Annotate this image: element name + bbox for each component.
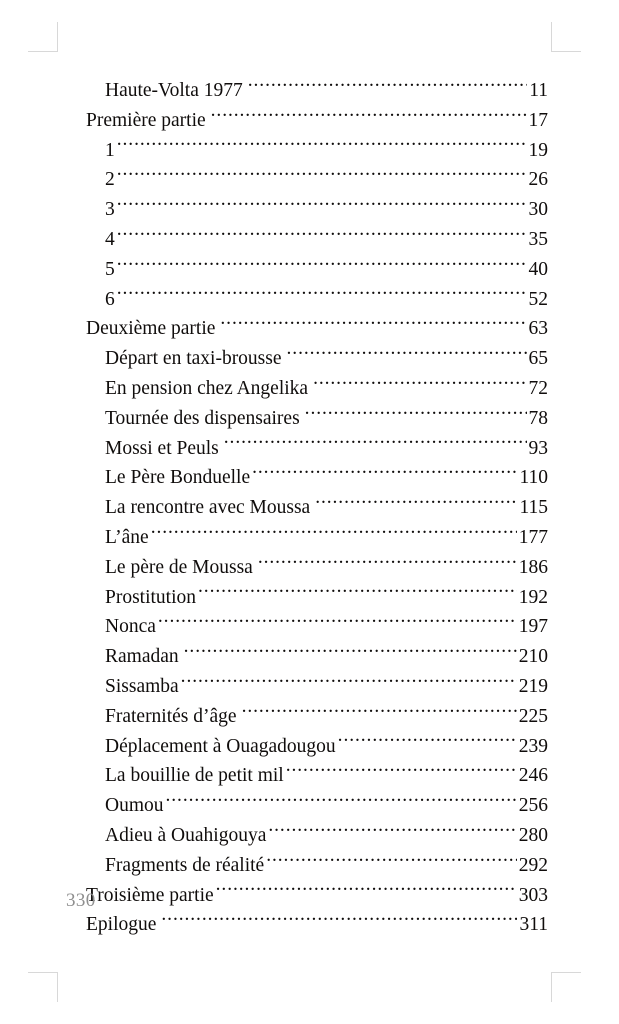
toc-entry-page-number: 78	[528, 407, 548, 429]
toc-entry[interactable]	[86, 553, 548, 583]
toc-entry-title: 6	[105, 288, 115, 310]
toc-entry[interactable]	[86, 642, 548, 672]
toc-entry[interactable]	[86, 314, 548, 344]
toc-entry[interactable]	[86, 165, 548, 195]
toc-entry[interactable]	[86, 255, 548, 285]
toc-entry[interactable]	[86, 583, 548, 613]
toc-dot-leader	[287, 345, 527, 365]
toc-entry[interactable]	[86, 851, 548, 881]
toc-entry-page-number: 210	[518, 646, 548, 668]
toc-entry[interactable]	[86, 523, 548, 553]
toc-entry-page-number: 93	[528, 437, 548, 459]
toc-entry-page-number: 26	[528, 169, 548, 191]
toc-entry-title: Fraternités d’âge	[105, 705, 237, 727]
toc-entry-page-number: 19	[528, 139, 548, 161]
toc-dot-leader	[216, 881, 517, 901]
toc-dot-leader	[258, 553, 517, 573]
toc-entry-title: 2	[105, 169, 115, 191]
toc-entry[interactable]	[86, 195, 548, 225]
toc-entry-page-number: 197	[518, 616, 548, 638]
toc-entry-page-number: 219	[518, 675, 548, 697]
toc-dot-leader	[268, 821, 516, 841]
toc-entry-title: 4	[105, 228, 115, 250]
toc-entry[interactable]	[86, 136, 548, 166]
toc-entry-title: Sissamba	[105, 675, 179, 697]
toc-dot-leader	[338, 732, 517, 752]
toc-dot-leader	[315, 494, 517, 514]
toc-entry-page-number: 110	[519, 467, 548, 489]
toc-dot-leader	[266, 851, 517, 871]
toc-entry[interactable]	[86, 672, 548, 702]
toc-dot-leader	[313, 374, 526, 394]
toc-entry-title: Première partie	[86, 109, 206, 131]
toc-entry-page-number: 239	[518, 735, 548, 757]
toc-dot-leader	[224, 434, 527, 454]
toc-entry[interactable]	[86, 285, 548, 315]
toc-entry-title: 3	[105, 199, 115, 221]
toc-entry[interactable]	[86, 881, 548, 911]
crop-mark-top-left	[28, 22, 58, 52]
toc-entry-page-number: 11	[529, 80, 548, 101]
toc-entry-title: La bouillie de petit mil	[105, 765, 284, 787]
toc-dot-leader	[161, 911, 517, 931]
toc-dot-leader	[198, 583, 517, 603]
toc-entry-page-number: 115	[519, 497, 548, 519]
toc-dot-leader	[220, 315, 526, 335]
toc-entry-page-number: 280	[518, 824, 548, 846]
toc-entry-page-number: 52	[528, 288, 548, 310]
toc-entry-page-number: 246	[518, 765, 548, 787]
toc-entry-page-number: 35	[528, 228, 548, 250]
toc-entry-title: Epilogue	[86, 914, 157, 936]
toc-entry-title: Fragments de réalité	[105, 854, 265, 876]
toc-entry[interactable]	[86, 821, 548, 851]
toc-entry[interactable]	[86, 76, 548, 106]
toc-entry-page-number: 192	[518, 586, 548, 608]
toc-entry-page-number: 40	[528, 258, 548, 280]
toc-entry[interactable]	[86, 463, 548, 493]
toc-entry-page-number: 72	[528, 377, 548, 399]
toc-entry-title: L’âne	[105, 526, 149, 548]
toc-entry[interactable]	[86, 732, 548, 762]
toc-entry[interactable]	[86, 404, 548, 434]
toc-entry-title: Nonca	[105, 616, 156, 638]
toc-entry-page-number: 65	[528, 348, 548, 370]
toc-dot-leader	[151, 523, 517, 543]
toc-entry-title: Le Père Bonduelle	[105, 467, 251, 489]
toc-entry-title: La rencontre avec Moussa	[105, 497, 311, 519]
toc-dot-leader	[158, 613, 517, 633]
toc-dot-leader	[242, 702, 517, 722]
toc-entry[interactable]	[86, 702, 548, 732]
toc-entry[interactable]	[86, 106, 548, 136]
toc-entry[interactable]	[86, 761, 548, 791]
toc-dot-leader	[181, 672, 517, 692]
toc-entry-title: Le père de Moussa	[105, 556, 253, 578]
toc-entry-page-number: 186	[518, 556, 548, 578]
crop-mark-bottom-left	[28, 972, 58, 1002]
toc-dot-leader	[117, 136, 527, 156]
toc-entry[interactable]	[86, 612, 548, 642]
toc-entry-title: Troisième partie	[86, 884, 214, 906]
toc-entry[interactable]	[86, 493, 548, 523]
toc-entry-page-number: 30	[528, 199, 548, 221]
toc-entry-title: Tournée des dispensaires	[105, 407, 300, 429]
toc-dot-leader	[252, 464, 517, 484]
toc-entry-title: Deuxième partie	[86, 318, 216, 340]
toc-entry[interactable]	[86, 225, 548, 255]
toc-entry[interactable]	[86, 374, 548, 404]
toc-entry-page-number: 177	[518, 526, 548, 548]
toc-dot-leader	[286, 762, 517, 782]
toc-entry-page-number: 292	[518, 854, 548, 876]
toc-dot-leader	[117, 285, 527, 305]
toc-dot-leader	[117, 255, 527, 275]
toc-dot-leader	[305, 404, 527, 424]
toc-entry-title: En pension chez Angelika	[105, 377, 309, 399]
crop-mark-bottom-right	[551, 972, 581, 1002]
toc-entry-page-number: 303	[518, 884, 548, 906]
toc-entry-page-number: 17	[528, 109, 548, 131]
toc-entry-title: Adieu à Ouahigouya	[105, 824, 267, 846]
toc-dot-leader	[166, 792, 517, 812]
toc-entry-title: Départ en taxi-brousse	[105, 348, 282, 370]
toc-entry-page-number: 63	[528, 318, 548, 340]
toc-entry-title: Mossi et Peuls	[105, 437, 219, 459]
toc-entry-page-number: 256	[518, 795, 548, 817]
toc-entry-title: Haute-Volta 1977	[105, 80, 243, 101]
page-folio: 330	[66, 890, 96, 911]
toc-dot-leader	[117, 196, 527, 216]
toc-dot-leader	[211, 106, 527, 126]
toc-entry-title: Prostitution	[105, 586, 197, 608]
toc-entry-page-number: 311	[519, 914, 548, 936]
toc-dot-leader	[184, 643, 517, 663]
toc-entry-title: Déplacement à Ouagadougou	[105, 735, 336, 757]
toc-entry[interactable]	[86, 910, 548, 940]
toc-dot-leader	[117, 166, 527, 186]
toc-entry-title: Ramadan	[105, 646, 179, 668]
toc-dot-leader	[248, 77, 527, 97]
toc-entry[interactable]	[86, 791, 548, 821]
toc-entry[interactable]	[86, 344, 548, 374]
toc-entry-title: Oumou	[105, 795, 164, 817]
toc-entry-title: 1	[105, 139, 115, 161]
toc-entry-title: 5	[105, 258, 115, 280]
toc-entry-page-number: 225	[518, 705, 548, 727]
crop-mark-top-right	[551, 22, 581, 52]
toc-entry[interactable]	[86, 434, 548, 464]
table-of-contents-list	[86, 76, 548, 940]
toc-dot-leader	[117, 225, 527, 245]
